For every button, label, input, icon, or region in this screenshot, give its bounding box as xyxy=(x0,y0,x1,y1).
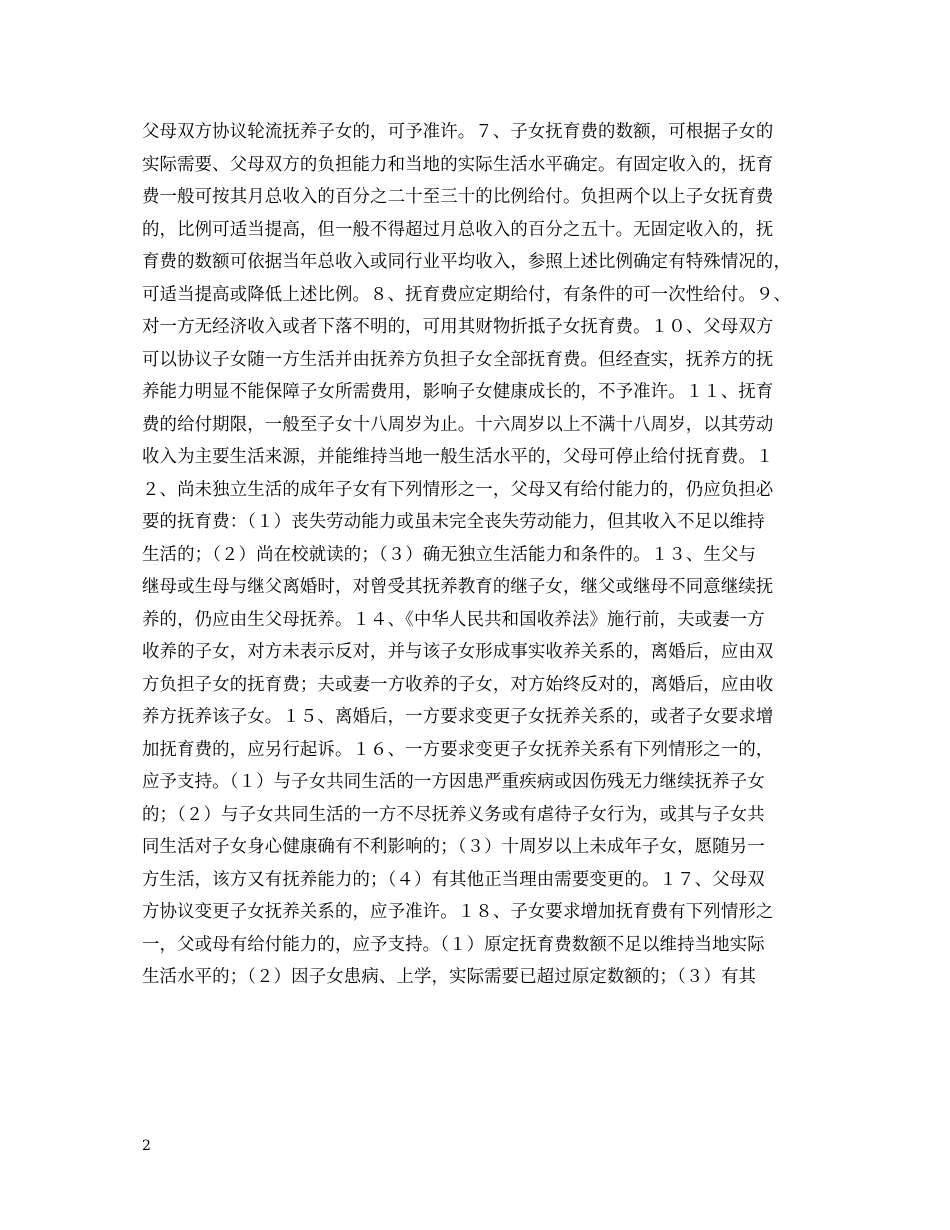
text-line-15: 继母或生母与继父离婚时，对曾受其抚养教育的继子女，继父或继母不同意继续抚 xyxy=(142,577,774,597)
text-line-25: 方协议变更子女抚养关系的，应予准许。１８、子女要求增加抚育费有下列情形之 xyxy=(142,902,774,922)
text-line-1: 父母双方协议轮流抚养子女的，可予准许。７、子女抚育费的数额，可根据子女的 xyxy=(142,122,774,142)
text-line-6: 可适当提高或降低上述比例。８、抚育费应定期给付，有条件的可一次性给付。９、 xyxy=(142,284,792,305)
text-line-3: 费一般可按其月总收入的百分之二十至三十的比例给付。负担两个以上子女抚育费 xyxy=(142,187,774,207)
page-number: 2 xyxy=(142,1138,151,1154)
text-line-8: 可以协议子女随一方生活并由抚养方负担子女全部抚育费。但经查实，抚养方的抚 xyxy=(142,349,774,370)
text-line-11: 收入为主要生活来源，并能维持当地一般生活水平的，父母可停止给付抚育费。１ xyxy=(142,447,774,467)
text-line-23: 同生活对子女身心健康确有不利影响的；（３）十周岁以上未成年子女，愿随另一 xyxy=(142,837,765,857)
body-text xyxy=(142,116,822,994)
text-line-27: 生活水平的；（２）因子女患病、上学，实际需要已超过原定数额的；（３）有其 xyxy=(142,967,757,987)
text-line-16: 养的，仍应由生父母抚养。１４、《中华人民共和国收养法》施行前，夫或妻一方 xyxy=(142,609,765,630)
text-line-24: 方生活，该方又有抚养能力的；（４）有其他正当理由需要变更的。１７、父母双 xyxy=(142,869,765,890)
text-line-5: 育费的数额可依据当年总收入或同行业平均收入，参照上述比例确定有特殊情况的， xyxy=(142,252,792,272)
text-line-12: ２、尚未独立生活的成年子女有下列情形之一，父母又有给付能力的，仍应负担必 xyxy=(142,479,774,500)
text-line-22: 的；（２）与子女共同生活的一方不尽抚养义务或有虐待子女行为，或其与子女共 xyxy=(142,804,765,825)
text-line-9: 养能力明显不能保障子女所需费用，影响子女健康成长的，不予准许。１１、抚育 xyxy=(142,382,774,402)
text-line-4: 的，比例可适当提高，但一般不得超过月总收入的百分之五十。无固定收入的，抚 xyxy=(142,219,774,240)
text-line-26: 一，父或母有给付能力的，应予支持。（１）原定抚育费数额不足以维持当地实际 xyxy=(142,934,765,955)
text-line-14: 生活的；（２）尚在校就读的；（３）确无独立生活能力和条件的。１３、生父与 xyxy=(142,544,757,565)
text-line-18: 方负担子女的抚育费；夫或妻一方收养的子女，对方始终反对的，离婚后，应由收 xyxy=(142,674,774,695)
text-line-10: 费的给付期限，一般至子女十八周岁为止。十六周岁以上不满十八周岁，以其劳动 xyxy=(142,414,774,435)
text-line-21: 应予支持。（１）与子女共同生活的一方因患严重疾病或因伤残无力继续抚养子女 xyxy=(142,772,765,792)
text-line-7: 对一方无经济收入或者下落不明的，可用其财物折抵子女抚育费。１０、父母双方 xyxy=(142,317,774,337)
text-line-19: 养方抚养该子女。１５、离婚后，一方要求变更子女抚养关系的，或者子女要求增 xyxy=(142,707,774,727)
text-line-13: 要的抚育费：（１）丧失劳动能力或虽未完全丧失劳动能力，但其收入不足以维持 xyxy=(142,512,765,532)
text-line-17: 收养的子女，对方未表示反对，并与该子女形成事实收养关系的，离婚后，应由双 xyxy=(142,642,774,662)
text-line-2: 实际需要、父母双方的负担能力和当地的实际生活水平确定。有固定收入的，抚育 xyxy=(142,154,774,175)
text-line-20: 加抚育费的，应另行起诉。１６、一方要求变更子女抚养关系有下列情形之一的， xyxy=(142,739,774,760)
